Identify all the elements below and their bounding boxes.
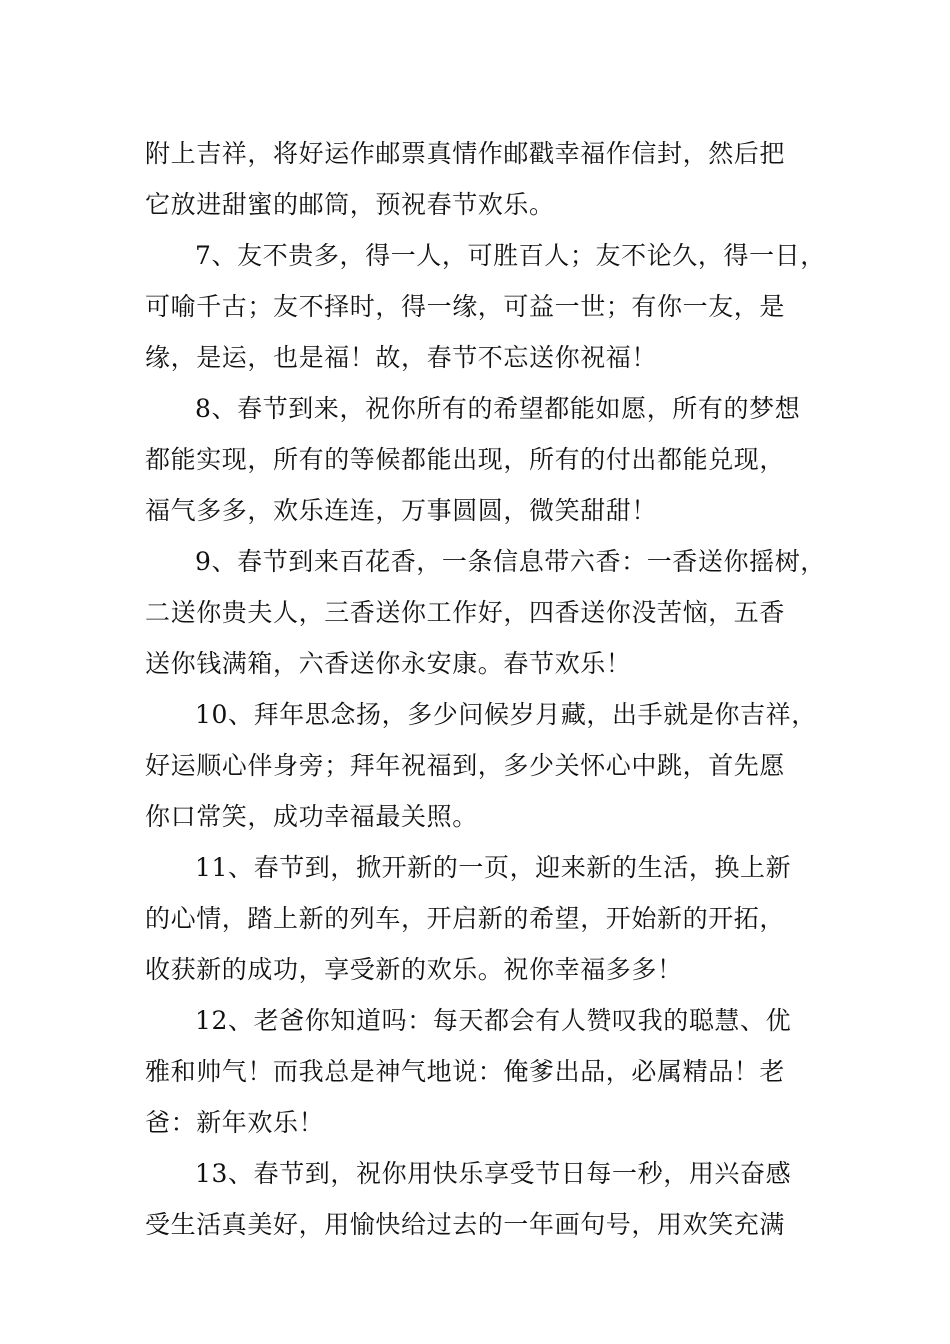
paragraph-item-8: [145, 383, 835, 536]
text-line: 8、春节到来，祝你所有的希望都能如愿，所有的梦想: [195, 394, 801, 423]
paragraph-item-7: [145, 230, 835, 383]
text-line: 送你钱满箱，六香送你永安康。春节欢乐！: [145, 649, 632, 678]
text-line: 受生活真美好，用愉快给过去的一年画句号，用欢笑充满: [145, 1210, 786, 1239]
text-line: 10、拜年思念扬，多少问候岁月藏，出手就是你吉祥，: [195, 700, 817, 729]
text-line: 13、春节到，祝你用快乐享受节日每一秒，用兴奋感: [195, 1159, 792, 1188]
document-body: [145, 128, 835, 1250]
text-line: 爸：新年欢乐！: [145, 1108, 325, 1137]
paragraph-item-9: [145, 536, 835, 689]
text-line: 附上吉祥，将好运作邮票真情作邮戳幸福作信封，然后把: [145, 139, 786, 168]
paragraph-item-11: [145, 842, 835, 995]
text-line: 收获新的成功，享受新的欢乐。祝你幸福多多！: [145, 955, 683, 984]
text-line: 12、老爸你知道吗：每天都会有人赞叹我的聪慧、优: [195, 1006, 792, 1035]
text-line: 11、春节到，掀开新的一页，迎来新的生活，换上新: [195, 853, 792, 882]
text-line: 7、友不贵多，得一人，可胜百人；友不论久，得一日，: [195, 241, 826, 270]
paragraph-item-12: [145, 995, 835, 1148]
text-line: 缘，是运，也是福！故，春节不忘送你祝福！: [145, 343, 658, 372]
paragraph-item-10: [145, 689, 835, 842]
paragraph-item-13: [145, 1148, 835, 1250]
text-line: 9、春节到来百花香，一条信息带六香：一香送你摇树，: [195, 547, 826, 576]
text-line: 你口常笑，成功幸福最关照。: [145, 802, 478, 831]
text-line: 的心情，踏上新的列车，开启新的希望，开始新的开拓，: [145, 904, 786, 933]
text-line: 它放进甜蜜的邮筒，预祝春节欢乐。: [145, 190, 555, 219]
text-line: 二送你贵夫人，三香送你工作好，四香送你没苦恼，五香: [145, 598, 786, 627]
text-line: 都能实现，所有的等候都能出现，所有的付出都能兑现，: [145, 445, 786, 474]
text-line: 福气多多，欢乐连连，万事圆圆，微笑甜甜！: [145, 496, 658, 525]
paragraph-continuation: [145, 128, 835, 230]
text-line: 雅和帅气！而我总是神气地说：俺爹出品，必属精品！老: [145, 1057, 786, 1086]
text-line: 好运顺心伴身旁；拜年祝福到，多少关怀心中跳，首先愿: [145, 751, 786, 780]
text-line: 可喻千古；友不择时，得一缘，可益一世；有你一友，是: [145, 292, 786, 321]
